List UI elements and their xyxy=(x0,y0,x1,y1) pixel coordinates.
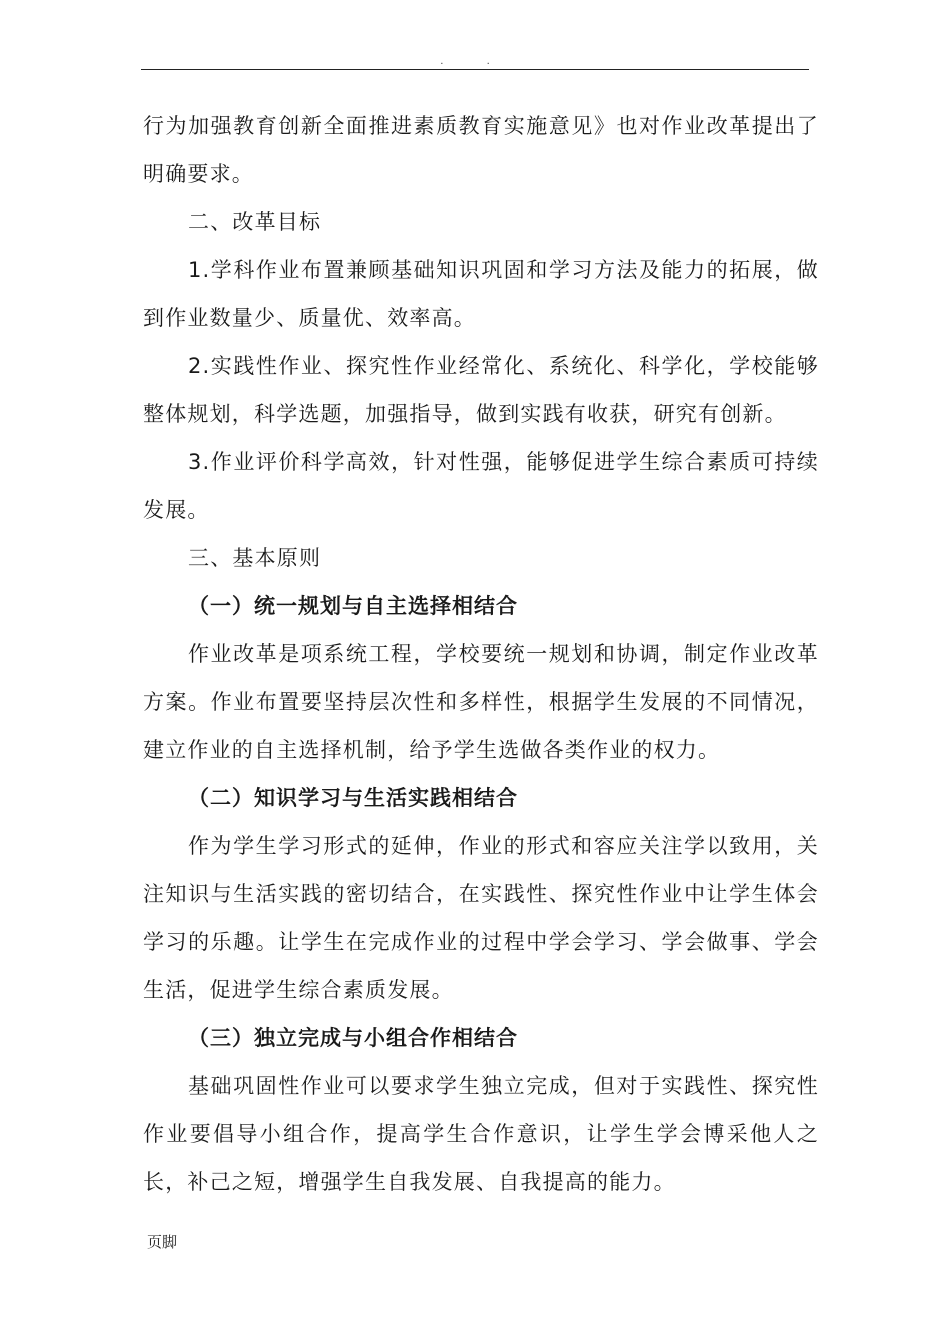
header-mark: . . xyxy=(440,56,510,67)
header-divider xyxy=(141,69,809,70)
principle-2-body: 作为学生学习形式的延伸，作业的形式和容应关注学以致用，关注知识与生活实践的密切结合，在实践性、探究性作业中让学生体会学习的乐趣。让学生在完成作业的过程中学会学习、学会做事、学会生活，促进学生综合素质发展。 xyxy=(143,834,819,1002)
principle-3-body: 基础巩固性作业可以要求学生独立完成，但对于实践性、探究性作业要倡导小组合作，提高学生合作意识，让学生学会博采他人之长，补己之短，增强学生自我发展、自我提高的能力。 xyxy=(143,1074,819,1194)
principle-1-heading: （一）统一规划与自主选择相结合 xyxy=(188,594,518,618)
goal-item-3: 3.作业评价科学高效，针对性强，能够促进学生综合素质可持续发展。 xyxy=(143,450,819,522)
principle-1-body: 作业改革是项系统工程，学校要统一规划和协调，制定作业改革方案。作业布置要坚持层次性和多样性，根据学生发展的不同情况，建立作业的自主选择机制，给予学生选做各类作业的权力。 xyxy=(143,642,819,762)
goal-item-2: 2.实践性作业、探究性作业经常化、系统化、科学化，学校能够整体规划，科学选题，加强指导，做到实践有收获，研究有创新。 xyxy=(143,354,819,426)
section-heading-principles: 三、基本原则 xyxy=(188,546,322,570)
page-footer: 页脚 xyxy=(147,1233,178,1251)
section-heading-goals: 二、改革目标 xyxy=(188,210,322,234)
paragraph-intro-continuation: 行为加强教育创新全面推进素质教育实施意见》也对作业改革提出了明确要求。 xyxy=(143,114,819,186)
document-body xyxy=(143,102,819,1206)
goal-item-1: 1.学科作业布置兼顾基础知识巩固和学习方法及能力的拓展，做到作业数量少、质量优、效率高。 xyxy=(143,258,819,330)
principle-3-heading: （三）独立完成与小组合作相结合 xyxy=(188,1026,518,1050)
principle-2-heading: （二）知识学习与生活实践相结合 xyxy=(188,786,518,810)
